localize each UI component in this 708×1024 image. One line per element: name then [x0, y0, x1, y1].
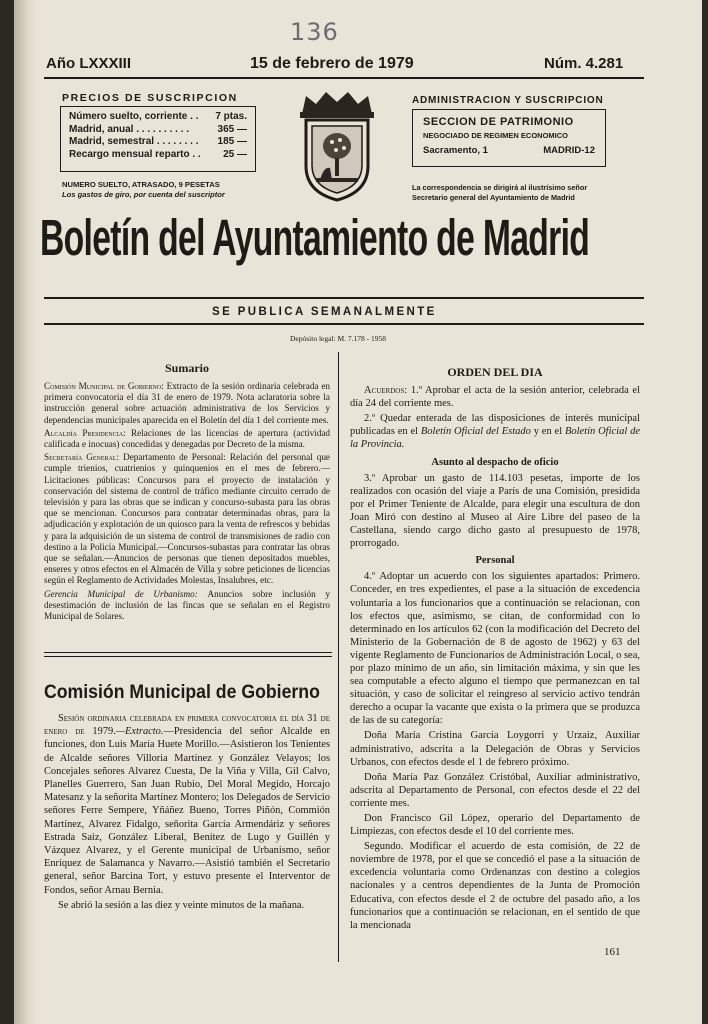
commission-paragraph: Se abrió la sesión a las diez y veinte minutos de la mañana.: [58, 899, 305, 911]
summary-item: Alcaldía Presidencia: Relaciones de las licencias de apertura (actividad calificada e inocuas) concedidas y denegadas por Decreto de la misma.: [44, 427, 330, 450]
binding-shadow: [14, 0, 36, 1024]
section-rule-1: [44, 652, 332, 653]
column-divider: [338, 352, 339, 962]
admin-section: SECCION DE PATRIMONIO: [423, 116, 574, 128]
price-row: Madrid, anual . . . . . . . . . . 365 —: [69, 123, 247, 135]
admin-box: [412, 109, 606, 167]
commission-paragraph: Sesión ordinaria celebrada en primera convocatoria el día 31 de enero de 1979.—Extracto.—Presidencia del señor Alcalde en funciones, don Luis María Huete Morillo.—Asistieron los Tenientes de Alcalde señores Villoria Martínez y González Velayos; los Concejales señores Alvarez Cuesta, De la Viña y Villa, Gil Calvo, Planelles Guerrero, San Juan Rubio, Del Moral Megido, Horcajo Matesanz y la señorita Martínez Montero; los Delegados de Servicio señores Ferre Sempere, Yñáñez Bueno, Torres Piñón, Commión Martínez, Alvarez Fidalgo, señorita García Armendáriz y señores Estrada Saiz, González Liberal, Benítez de Lugo y Guillén y Vázquez Alvarez, y el Gerente municipal de Urbanismo, señor Enríquez de Salamanca y Navarro.—Asistió también el Secretario general, señor Barcina Tort, y estuvo presente el Interventor de Fondos, señor Arnau Bernia.: [44, 713, 330, 896]
prices-heading: PRECIOS DE SUSCRIPCION: [62, 92, 238, 104]
agenda-paragraph: Doña María Cristina García Loygorri y Urzaiz, Auxiliar administrativo, adscrita a la Delegación de Obras y Servicios Urbanos, con efectos desde el 1 de febrero próximo.: [350, 730, 640, 768]
price-row: Recargo mensual reparto . . 25 —: [69, 148, 247, 160]
summary-item: Comisión Municipal de Gobierno: Extracto de la sesión ordinaria celebrada en primera convocatoria el día 31 de enero de 1979. Nota aclaratoria sobre la instrucción general sobre actuación administrativa de los Servicios y dependencias municipales aparecida en el Boletín del día 1 del corriente mes.: [44, 381, 330, 425]
agenda-heading: ORDEN DEL DIA: [447, 365, 543, 379]
commission-body: [44, 712, 330, 914]
admin-address: Sacramento, 1 MADRID-12: [423, 145, 595, 156]
subheading-personnel: Personal: [475, 555, 515, 567]
admin-note: La correspondencia se dirigirá al ilustrísimo señor Secretario general del Ayuntamiento de Madrid: [412, 183, 588, 202]
top-rule: [44, 77, 644, 79]
madrid-coat-of-arms-icon: [284, 88, 390, 204]
page-number: 161: [604, 946, 621, 958]
summary-column: [44, 362, 330, 624]
agenda-paragraph: Don Francisco Gil López, operario del Departamento de Limpiezas, con efectos desde el 10 del corriente mes.: [350, 813, 640, 838]
prices-box: [60, 106, 256, 172]
admin-heading: ADMINISTRACION Y SUSCRIPCION: [412, 95, 604, 106]
legal-deposit: Depósito legal: M. 7.178 - 1958: [290, 334, 387, 343]
section-rule-2: [44, 656, 332, 657]
masthead-rule-top: [44, 297, 644, 299]
commission-heading: Comisión Municipal de Gobierno: [44, 682, 320, 703]
summary-item: Gerencia Municipal de Urbanismo: Anuncios sobre inclusión y desestimación de inclusión de las fincas que se señalan en el Registro Municipal de Solares.: [44, 588, 330, 622]
agenda-paragraph: 2.º Quedar enterada de las disposiciones de interés municipal publicadas en el Boletín Oficial del Estado y en el Boletín Oficial de la Provincia.: [350, 413, 640, 451]
masthead-rule-bottom: [44, 323, 644, 325]
agenda-paragraph: 4.º Adoptar un acuerdo con los siguientes apartados: Primero. Conceder, en tres expedientes, el pase a la situación de excedencia voluntaria a los funcionarios que a continuación se relacionan, con los efectos que, asimismo, se citan, de conformidad con lo determinado en los artículos 62 (con la modificación del Decreto del Ministerio de la Gobernación de 8 de agosto de 1962) y 63 del vigente Reglamento de Funcionarios de Administración Local, o sea, por plazo mínimo de un año, sin limitación máxima, y sin que les sea computable a efecto alguno el tiempo que permanezcan en tal situación, y caso de solicitar el reingreso al servicio activo tendrán derecho a ocupar la vacante que exista o la primera que se produzca de las de su categoría:: [350, 571, 640, 727]
newspaper-page: [14, 0, 702, 1024]
handwritten-number: 136: [290, 18, 339, 46]
subheading-dispatch: Asunto al despacho de oficio: [431, 456, 559, 468]
admin-subsection: NEGOCIADO DE REGIMEN ECONOMICO: [423, 131, 569, 140]
price-row: Madrid, semestral . . . . . . . . 185 —: [69, 136, 247, 147]
date-label: 15 de febrero de 1979: [250, 55, 414, 72]
agenda-paragraph: Doña María Paz González Cristóbal, Auxiliar administrativo, adscrita al Departamento de Personal, con efectos desde el 22 del corriente mes.: [350, 771, 640, 809]
agenda-paragraph: Acuerdos: 1.º Aprobar el acta de la sesión anterior, celebrada el día 24 del corriente mes.: [350, 385, 640, 410]
price-row: Número suelto, corriente . . 7 ptas.: [69, 111, 247, 122]
agenda-paragraph: Segundo. Modificar el acuerdo de esta comisión, de 22 de noviembre de 1978, por el que se concedió el pase a la situación de excedencia voluntaria como Ordenanzas con destino a colegios nacionales y a centros dependientes de la Junta de Promoción Educativa, con efectos desde el 2 de octubre del pasado año, a los funcionarios que a continuación se relacionan, en el sentido de que la mencionada: [350, 841, 640, 931]
year-label: Año LXXXIII: [46, 55, 132, 72]
issue-number: Núm. 4.281: [544, 55, 624, 72]
prices-note-2: Los gastos de giro, por cuenta del suscriptor: [62, 190, 225, 199]
agenda-column: [350, 366, 640, 934]
prices-note-1: NUMERO SUELTO, ATRASADO, 9 PESETAS: [62, 180, 220, 189]
summary-heading: Sumario: [164, 361, 209, 375]
masthead-title: Boletín del Ayuntamiento de Madrid: [40, 209, 590, 266]
masthead-subtitle: SE PUBLICA SEMANALMENTE: [212, 306, 437, 318]
agenda-paragraph: 3.º Aprobar un gasto de 114.103 pesetas, importe de los realizados con ocasión del viaje a París de una Comisión, presidida por el Primer Teniente de Alcalde, para elegir una escultura de don Joan Miró con destino al Museo al Aire Libre del paseo de la Castellana, siendo cargo dicho gasto al presupuesto de 1978, prorrogado.: [350, 472, 640, 550]
summary-item: Secretaría General: Departamento de Personal: Relación del personal que cumple trienios, cuatrienios y quinquenios en el mes de febrero.—Licitaciones públicas: Concursos para el proyecto de instalación y conservación del sistema de control de tráfico mediante circuito cerrado de televisión y para las obras que se indican y concurso-subasta para las obras que se mencionan. Concursos para contratar determinadas obras, para la adjudicación y explotación de un quiosco para la venta de refrescos y bebidas y para la adquisición de un sistema de control de transmisiones de radio con destino a la Policía Municipal.—Concursos-subastas para contratar las obras que se señalan.—Anuncios de personas que tienen depositados muebles, enseres y otros efectos en el Almacén de Villa y sobre peticiones de licencias según el Reglamento de Actividades Molestas, Insalubres, etc.: [44, 452, 331, 586]
